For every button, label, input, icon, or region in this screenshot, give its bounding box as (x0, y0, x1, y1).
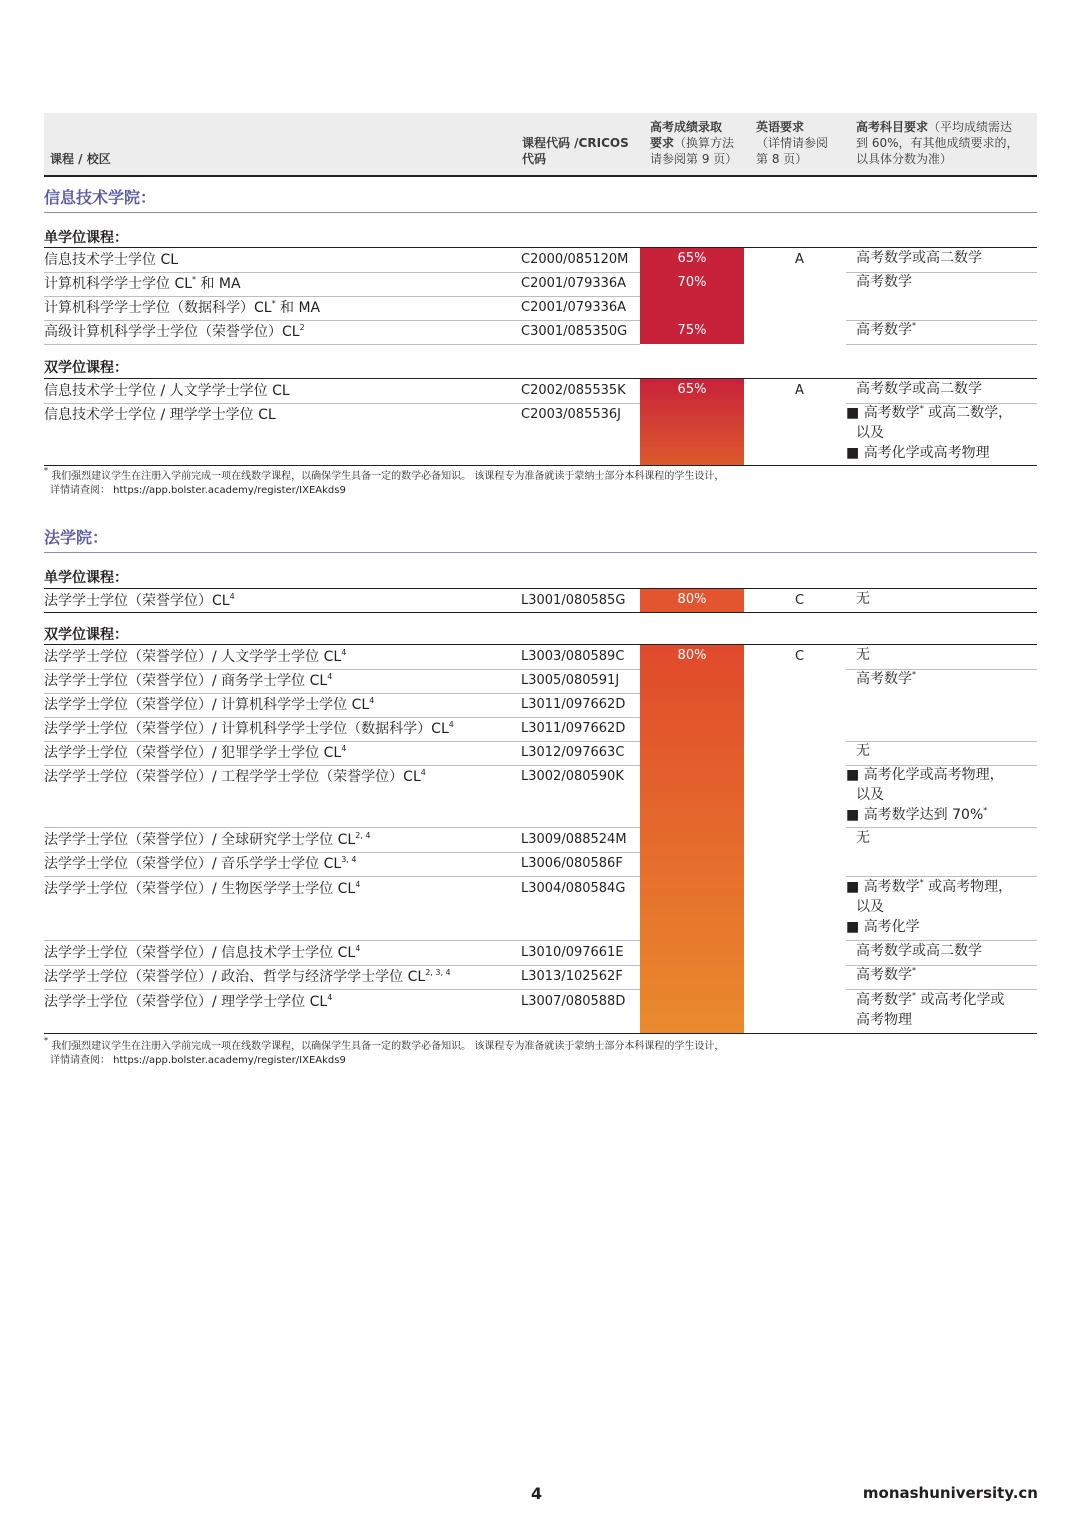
course-name: 信息技术学士学位 CL (44, 252, 179, 268)
score-value: 70% (677, 275, 707, 290)
score-value: 65% (677, 251, 707, 266)
header-subject-line1: 高考科目要求（平均成绩需达 (856, 120, 1013, 134)
row-divider (44, 320, 640, 321)
course-code: L3007/080588D (521, 994, 626, 1009)
header-english-line3: 第 8 页） (756, 152, 808, 166)
course-name: 法学学士学位（荣誉学位）/ 政治、哲学与经济学学士学位 CL$^{2, 3, 4}$ (44, 968, 451, 985)
english-req: C (795, 593, 805, 608)
header-code-line1: 课程代码 /CRICOS (522, 136, 629, 150)
subject-req: 高考数学或高二数学 (856, 381, 982, 397)
course-code: C2001/079336A (521, 300, 627, 315)
subject-req: 无 (856, 591, 870, 607)
subject-req: 无 (856, 647, 870, 663)
course-code: C2002/085535K (521, 383, 626, 398)
course-name: 计算机科学学士学位 CL* 和 MA (44, 275, 241, 292)
subject-req: 高考数学* (856, 966, 916, 983)
row-divider (44, 965, 640, 966)
row-divider (44, 765, 640, 766)
subject-req: 无 (856, 743, 870, 759)
course-name: 法学学士学位（荣誉学位）/ 理学学士学位 $CL^4$ (44, 993, 333, 1010)
course-name: 法学学士学位（荣誉学位）/ 生物医学学士学位 $CL^4$ (44, 880, 361, 897)
course-name: 信息技术学士学位 / 理学学士学位 CL (44, 407, 276, 423)
subject-req: ■ 高考数学* 或高二数学， (846, 404, 1013, 421)
course-code: L3003/080589C (521, 649, 625, 664)
row-divider (44, 344, 640, 345)
section-title-it: 信息技术学院： (44, 186, 1037, 213)
course-code: L3009/088524M (521, 832, 627, 847)
course-name: 法学学士学位（荣誉学位）/ 商务学士学位 $CL^4$ (44, 672, 333, 689)
group-label-double: 双学位课程： (44, 360, 128, 376)
english-req: A (795, 383, 804, 398)
subject-req: 高考数学或高二数学 (856, 943, 982, 959)
score-value: 65% (677, 382, 707, 397)
course-name: 法学学士学位（荣誉学位）/ 全球研究学士学位 CL$^{2, 4}$ (44, 831, 371, 848)
section-title-law: 法学院： (44, 526, 1037, 553)
row-divider (44, 403, 640, 404)
course-code: L3011/097662D (521, 697, 626, 712)
subject-req: ■ 高考化学或高考物理， (846, 767, 1004, 783)
header-english-line1: 英语要求 (756, 120, 805, 134)
divider (44, 612, 1037, 613)
course-name: 高级计算机科学学士学位（荣誉学位）$CL^2$ (44, 323, 305, 340)
subject-req: 高考数学* (856, 670, 916, 687)
table-header (44, 113, 1037, 177)
subject-req: 高考物理 (856, 1012, 912, 1028)
subject-req: ■ 高考数学* 或高考物理， (846, 878, 1013, 895)
row-divider (44, 669, 640, 670)
subject-req: ■ 高考化学或高考物理 (846, 445, 990, 461)
footnote-law-link[interactable]: 详情请查阅： https://app.bolster.academy/register/IXEAkds9 (50, 1055, 346, 1066)
row-divider (44, 940, 640, 941)
course-name: 信息技术学士学位 / 人文学学士学位 CL (44, 383, 290, 399)
group-label-double: 双学位课程： (44, 627, 128, 643)
course-code: C2001/079336A (521, 276, 627, 291)
subject-req: 以及 (856, 899, 884, 915)
row-divider (44, 876, 640, 877)
score-band (640, 645, 744, 1033)
course-code: L3005/080591J (521, 673, 620, 688)
subject-req: 高考数学或高二数学 (856, 250, 982, 266)
website-link[interactable]: monashuniversity.cn (862, 1484, 1038, 1502)
course-code: L3002/080590K (521, 769, 624, 784)
english-req: C (795, 649, 805, 664)
subject-req: 高考数学 (856, 274, 912, 290)
subject-req: ■ 高考数学达到 70%* (846, 806, 988, 823)
subject-req: 以及 (856, 787, 884, 803)
row-divider (44, 852, 640, 853)
footnote-it-link[interactable]: 详情请查阅： https://app.bolster.academy/register/IXEAkds9 (50, 485, 346, 496)
footnote-law: * 我们强烈建议学生在注册入学前完成一项在线数学课程，以确保学生具备一定的数学必备知识。 该课程专为准备就读于蒙纳士部分本科课程的学生设计， (44, 1036, 725, 1052)
row-divider (44, 296, 640, 297)
subject-req: ■ 高考化学 (846, 919, 920, 935)
group-label-single: 单学位课程： (44, 230, 128, 246)
course-code: L3011/097662D (521, 721, 626, 736)
score-value: 80% (677, 592, 707, 607)
course-code: L3013/102562F (521, 969, 623, 984)
course-name: 法学学士学位（荣誉学位）/ 计算机科学学士学位（数据科学）$CL^4$ (44, 720, 454, 737)
header-gaokao-line2: 要求（换算方法 (650, 136, 735, 150)
score-value: 75% (677, 323, 707, 338)
divider (44, 465, 1037, 466)
header-subject-line3: 以具体分数为准） (856, 152, 953, 166)
score-value: 80% (677, 648, 707, 663)
course-name: 法学学士学位（荣誉学位）/ 音乐学学士学位 CL$^{3, 4}$ (44, 855, 357, 872)
course-name: 法学学士学位（荣誉学位）/ 计算机科学学士学位 $CL^4$ (44, 696, 375, 713)
footnote-it: * 我们强烈建议学生在注册入学前完成一项在线数学课程，以确保学生具备一定的数学必备知识。 该课程专为准备就读于蒙纳士部分本科课程的学生设计， (44, 466, 725, 482)
subject-req: 高考数学* (856, 321, 916, 338)
english-req: A (795, 252, 804, 267)
course-code: C2000/085120M (521, 252, 629, 267)
group-label-single: 单学位课程： (44, 570, 128, 586)
course-code: L3001/080585G (521, 593, 626, 608)
course-name: 法学学士学位（荣誉学位）$CL^4$ (44, 592, 235, 609)
course-code: L3010/097661E (521, 945, 624, 960)
row-divider (44, 989, 640, 990)
course-name: 法学学士学位（荣誉学位）/ 人文学学士学位 $CL^4$ (44, 648, 347, 665)
header-gaokao-line1: 高考成绩录取 (650, 120, 723, 134)
row-divider (44, 741, 640, 742)
row-divider (846, 344, 1037, 345)
course-name: 计算机科学学士学位（数据科学）CL* 和 MA (44, 299, 321, 316)
row-divider (44, 693, 640, 694)
course-name: 法学学士学位（荣誉学位）/ 信息技术学士学位 $CL^4$ (44, 944, 361, 961)
subject-req: 以及 (856, 425, 884, 441)
header-subject-line2: 到 60%，有其他成绩要求的， (856, 136, 1019, 150)
course-code: L3012/097663C (521, 745, 625, 760)
divider (44, 1033, 1037, 1034)
course-code: L3004/080584G (521, 881, 626, 896)
course-code: C2003/085536J (521, 407, 622, 422)
row-divider (44, 272, 640, 273)
course-code: L3006/080586F (521, 856, 623, 871)
row-divider (44, 827, 640, 828)
subject-req: 高考数学* 或高考化学或 (856, 991, 1005, 1008)
course-code: C3001/085350G (521, 324, 628, 339)
header-course: 课程 / 校区 (50, 152, 111, 166)
header-code-line2: 代码 (522, 152, 547, 166)
header-english-line2: （详情请参阅 (756, 136, 829, 150)
course-name: 法学学士学位（荣誉学位）/ 犯罪学学士学位 $CL^4$ (44, 744, 347, 761)
course-name: 法学学士学位（荣誉学位）/ 工程学学士学位（荣誉学位）$CL^4$ (44, 768, 426, 785)
page-number: 4 (531, 1484, 543, 1503)
subject-req: 无 (856, 830, 870, 846)
header-gaokao-line3: 请参阅第 9 页） (650, 152, 738, 166)
row-divider (44, 717, 640, 718)
